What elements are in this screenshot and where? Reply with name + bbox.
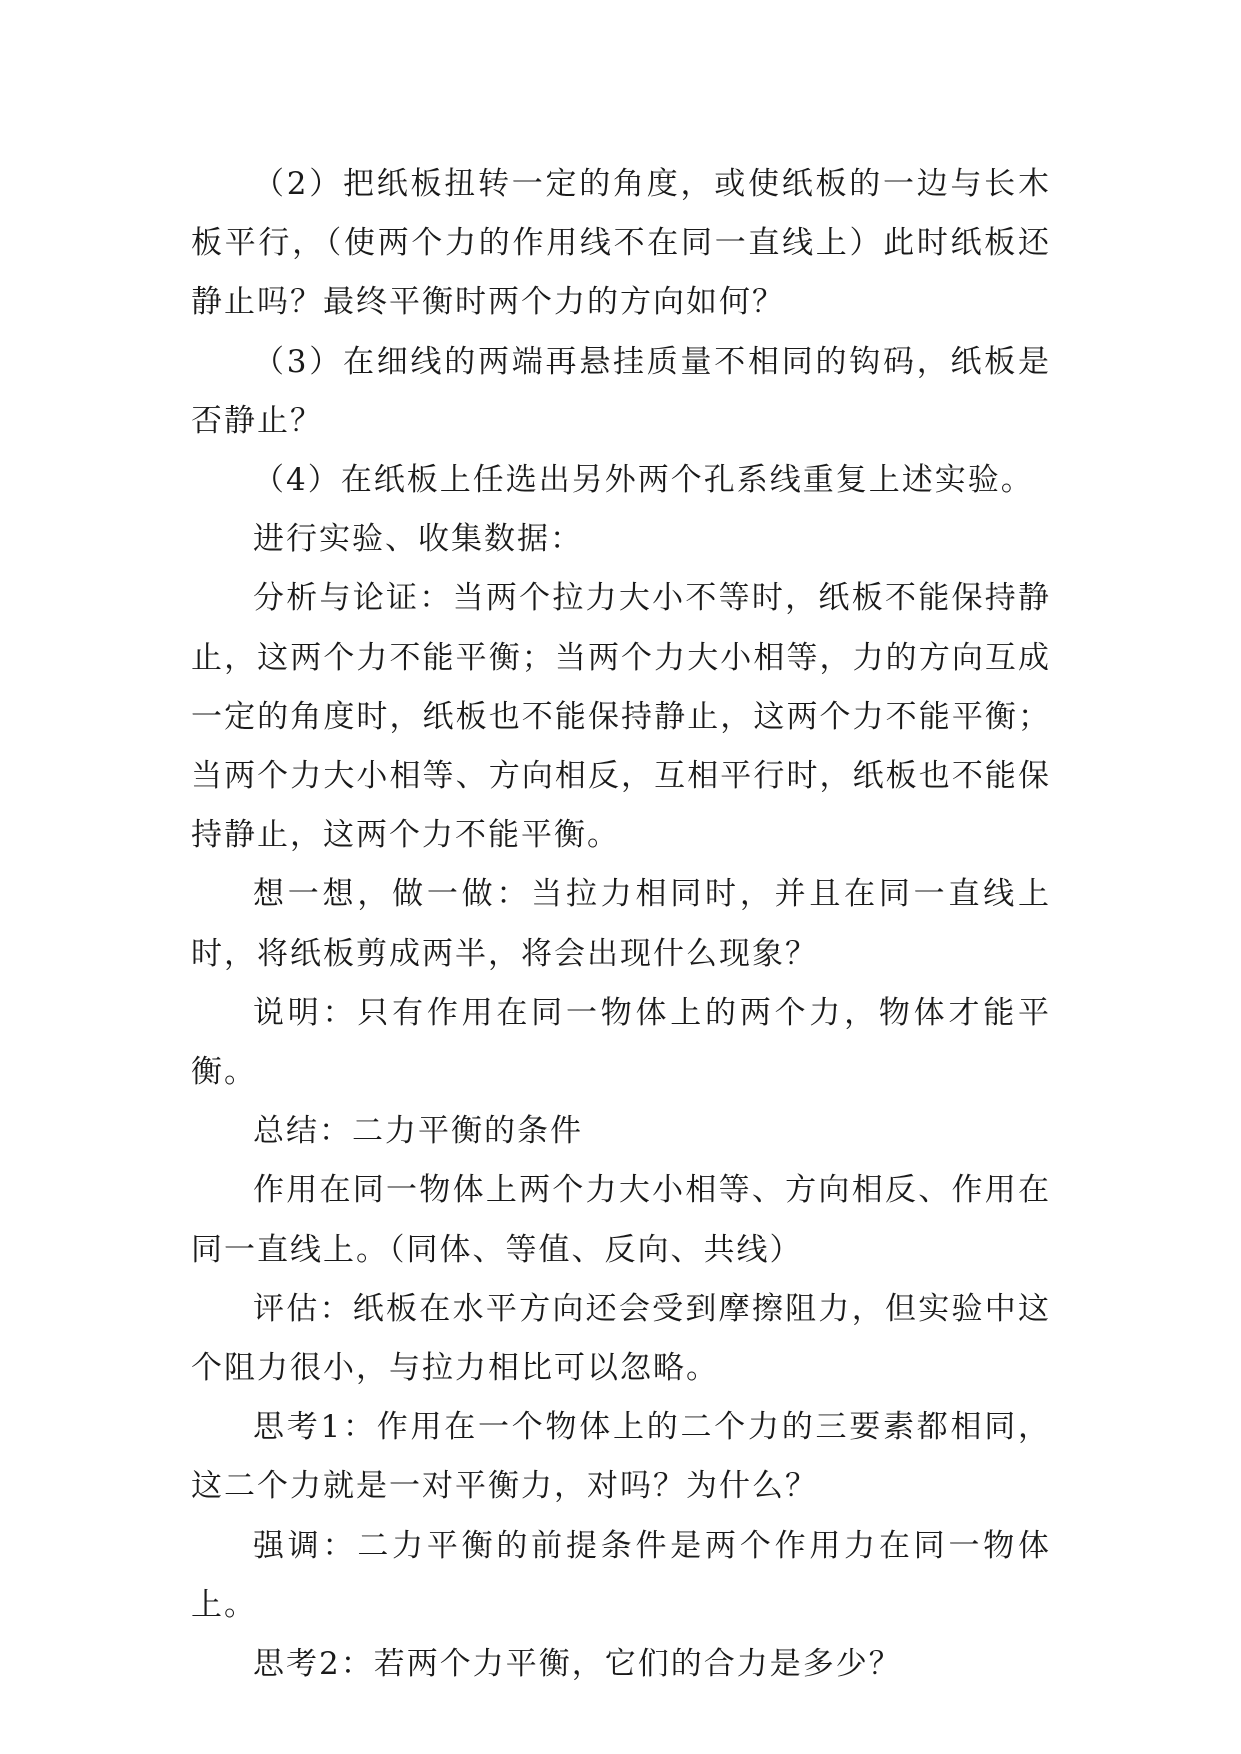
paragraph-step-2: （2）把纸板扭转一定的角度，或使纸板的一边与长木板平行，（使两个力的作用线不在同一直线上）此时纸板还静止吗？最终平衡时两个力的方向如何？ bbox=[191, 166, 1051, 321]
paragraph-analysis: 分析与论证：当两个拉力大小不等时，纸板不能保持静止，这两个力不能平衡；当两个力大小相等，力的方向互成一定的角度时，纸板也不能保持静止，这两个力不能平衡；当两个力大小相等、方向相反，互相平行时，纸板也不能保持静止，这两个力不能平衡。 bbox=[191, 580, 1051, 854]
paragraph-question-1: 思考1：作用在一个物体上的二个力的三要素都相同，这二个力就是一对平衡力，对吗？为什么？ bbox=[191, 1409, 1051, 1505]
paragraph-summary-heading: 总结：二力平衡的条件 bbox=[253, 1113, 583, 1150]
paragraph-evaluation: 评估：纸板在水平方向还会受到摩擦阻力，但实验中这个阻力很小，与拉力相比可以忽略。 bbox=[191, 1290, 1051, 1387]
paragraph-experiment-heading: 进行实验、收集数据： bbox=[253, 521, 583, 558]
paragraph-question-2: 思考2：若两个力平衡，它们的合力是多少？ bbox=[253, 1646, 902, 1683]
paragraph-step-4: （4）在纸板上任选出另外两个孔系线重复上述实验。 bbox=[253, 462, 1034, 499]
paragraph-explanation: 说明：只有作用在同一物体上的两个力，物体才能平衡。 bbox=[191, 994, 1051, 1091]
paragraph-emphasis: 强调：二力平衡的前提条件是两个作用力在同一物体上。 bbox=[191, 1527, 1051, 1623]
document-body bbox=[191, 155, 1051, 1694]
paragraph-summary-conditions: 作用在同一物体上两个力大小相等、方向相反、作用在同一直线上。（同体、等值、反向、共线） bbox=[191, 1172, 1051, 1268]
paragraph-think-and-do: 想一想，做一做：当拉力相同时，并且在同一直线上时，将纸板剪成两半，将会出现什么现象？ bbox=[191, 876, 1051, 972]
paragraph-step-3: （3）在细线的两端再悬挂质量不相同的钩码，纸板是否静止？ bbox=[191, 343, 1051, 439]
